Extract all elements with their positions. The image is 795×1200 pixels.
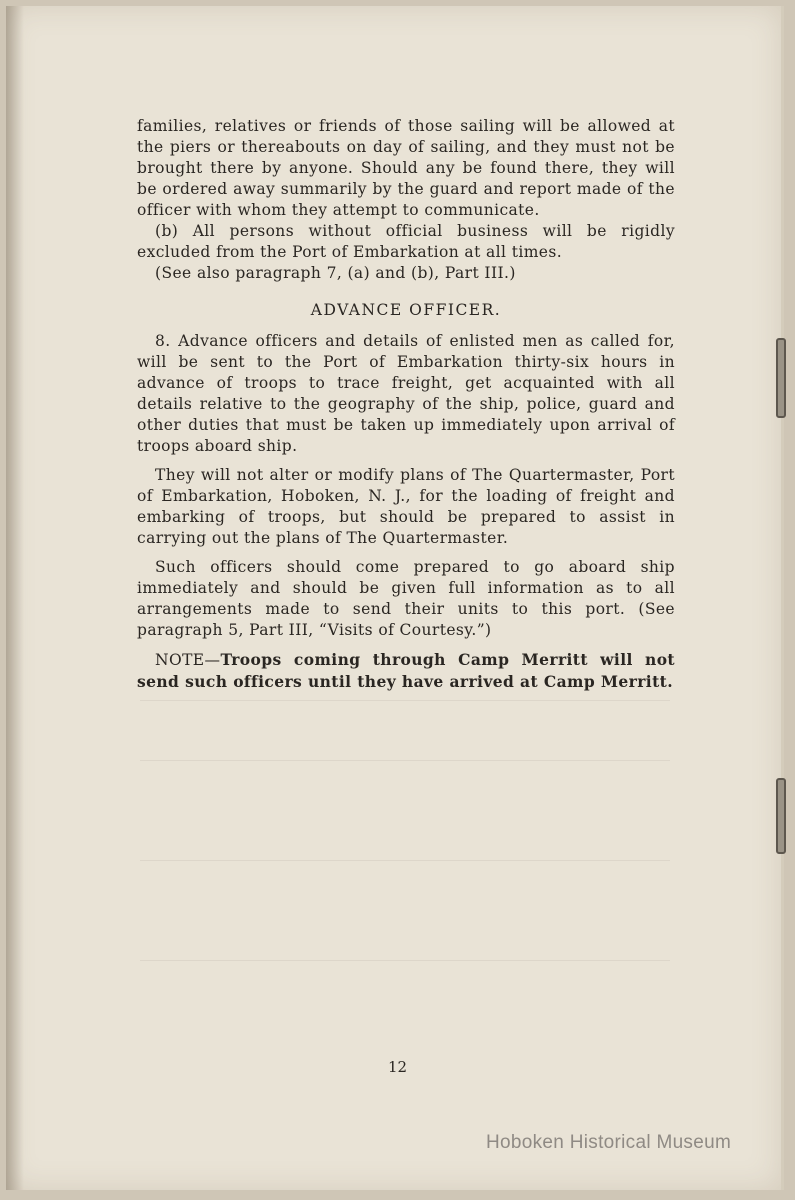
paragraph-such-officers: Such officers should come prepared to go aboard ship immediately and should be given full information as to all arrangements made to send their units to this port. (See paragraph 5, Part III, “Visits of Courtesy.”) <box>137 558 675 639</box>
bleed-through-line <box>140 960 670 961</box>
museum-watermark: Hoboken Historical Museum <box>486 1132 732 1153</box>
bleed-through-line <box>140 700 670 701</box>
note-lead: NOTE— <box>155 651 221 669</box>
paragraph-see-also: (See also paragraph 7, (a) and (b), Part III.) <box>155 264 516 282</box>
paragraph-b: (b) All persons without official business will be rigidly excluded from the Port of Embarkation at all times. <box>137 222 675 261</box>
staple-bottom <box>776 778 786 854</box>
note-paragraph <box>137 649 675 692</box>
paragraph-continuation: families, relatives or friends of those sailing will be allowed at the piers or thereabouts on day of sailing, and they must not be brought there by anyone. Should any be found there, they will be ordered away summarily by the guard and report made of the officer with whom they attempt to communicate. <box>137 117 675 219</box>
staple-top <box>776 338 786 418</box>
bleed-through-line <box>140 860 670 861</box>
page-number: 12 <box>387 1058 408 1076</box>
page-text <box>137 116 675 692</box>
paragraph-quartermaster: They will not alter or modify plans of The Quartermaster, Port of Embarkation, Hoboken, N. J., for the loading of freight and embarking of troops, but should be prepared to assist in carrying out the plans of The Quartermaster. <box>137 466 675 547</box>
page-gutter-shadow <box>6 6 24 1190</box>
note-body: Troops coming through Camp Merritt will not send such officers until they have arrived at Camp Merritt. <box>137 650 675 691</box>
bleed-through-line <box>140 760 670 761</box>
paragraph-8: 8. Advance officers and details of enlisted men as called for, will be sent to the Port of Embarkation thirty-six hours in advance of troops to trace freight, get acquainted with all details relative to the geography of the ship, police, guard and other duties that must be taken up immediately upon arrival of troops aboard ship. <box>137 332 675 455</box>
section-heading: ADVANCE OFFICER. <box>310 301 502 319</box>
